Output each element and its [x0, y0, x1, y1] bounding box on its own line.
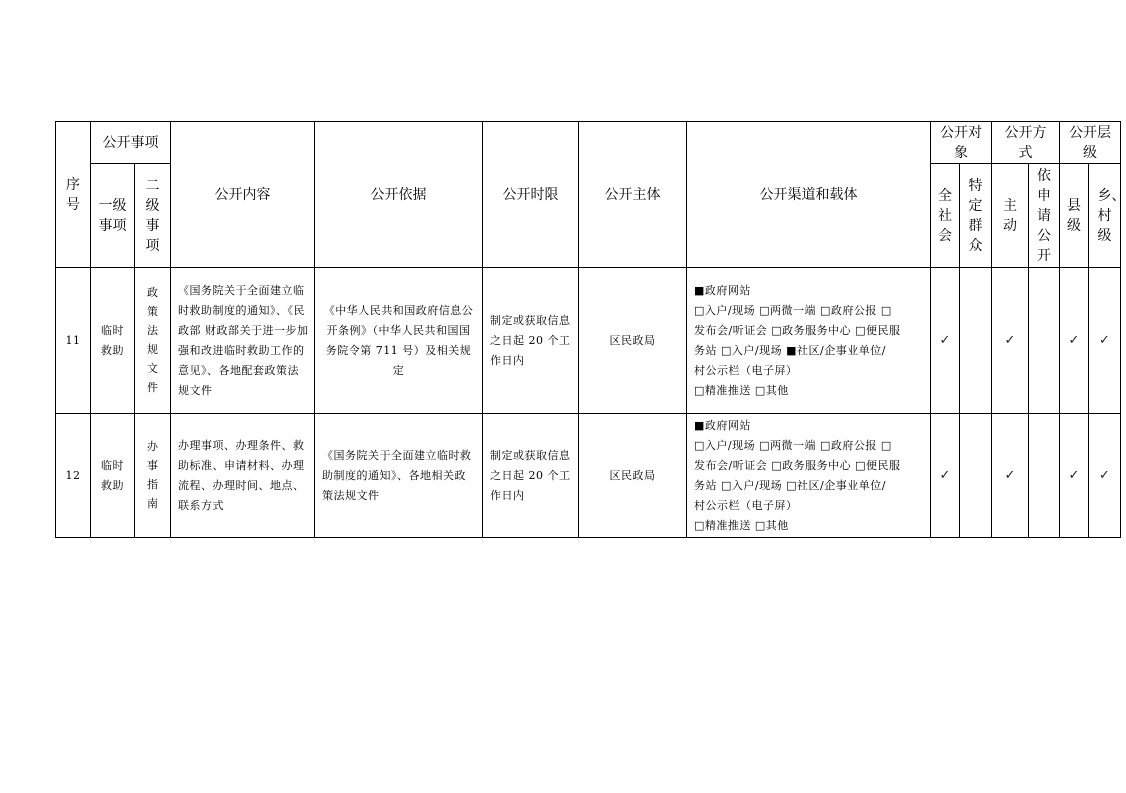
row-level2	[135, 414, 171, 538]
row-content: 办理事项、办理条件、救助标准、申请材料、办理流程、办理时间、地点、联系方式	[171, 414, 315, 538]
header-method-active	[992, 164, 1029, 268]
header-basis: 公开依据	[315, 122, 483, 268]
header-level-county	[1060, 164, 1089, 268]
table-row	[56, 268, 1121, 414]
channel-line: ■政府网站	[694, 418, 751, 432]
header-method-request	[1029, 164, 1060, 268]
channel-line: 务站 □入户/现场 □社区/企事业单位/	[694, 478, 886, 492]
row-channel	[687, 414, 931, 538]
row-content: 《国务院关于全面建立临时救助制度的通知》、《民政部 财政部关于进一步加强和改进临时救助工作的意见》、各地配套政策法规文件	[171, 268, 315, 414]
channel-line: □精准推送 □其他	[694, 383, 789, 397]
header-content: 公开内容	[171, 122, 315, 268]
row-level1-label: 临时救助	[101, 458, 124, 492]
channel-line: 务站 □入户/现场 ■社区/企事业单位/	[694, 343, 886, 357]
row-time-limit: 制定或获取信息之日起 20 个工作日内	[483, 414, 579, 538]
row-level1	[91, 414, 135, 538]
row-method-active-check: ✓	[992, 268, 1029, 414]
disclosure-table	[55, 121, 1126, 538]
row-subject: 区民政局	[579, 414, 687, 538]
header-level2	[135, 164, 171, 268]
channel-line: 村公示栏（电子屏）	[694, 498, 798, 512]
header-group-level	[1060, 122, 1121, 164]
row-level2-label: 政策法规文件	[147, 286, 159, 394]
row-level2	[135, 268, 171, 414]
row-channel	[687, 268, 931, 414]
channel-line: □入户/现场 □两微一端 □政府公报 □	[694, 303, 892, 317]
row-basis: 《国务院关于全面建立临时救助制度的通知》、各地相关政策法规文件	[315, 414, 483, 538]
header-group-method	[992, 122, 1060, 164]
row-level1-label: 临时救助	[101, 323, 124, 357]
header-group-object-label: 公开对象	[940, 124, 982, 161]
header-channel: 公开渠道和载体	[687, 122, 931, 268]
row-obj-all-check: ✓	[931, 414, 960, 538]
row-level-township-check: ✓	[1089, 414, 1121, 538]
row-level-township-check: ✓	[1089, 268, 1121, 414]
row-subject: 区民政局	[579, 268, 687, 414]
channel-line: ■政府网站	[694, 283, 751, 297]
row-method-active-check: ✓	[992, 414, 1029, 538]
header-level-county-label: 县级	[1067, 197, 1081, 234]
header-group-object	[931, 122, 992, 164]
header-subject: 公开主体	[579, 122, 687, 268]
row-obj-all-check: ✓	[931, 268, 960, 414]
header-level1-label: 一级事项	[98, 197, 127, 234]
header-level1	[91, 164, 135, 268]
header-seq	[56, 122, 91, 268]
row-seq: 11	[56, 268, 91, 414]
row-level-county-check: ✓	[1060, 268, 1089, 414]
header-level-township-label: 乡、村级	[1097, 187, 1126, 244]
row-obj-specific-check	[960, 268, 992, 414]
header-obj-specific	[960, 164, 992, 268]
channel-line: 发布会/听证会 □政务服务中心 □便民服	[694, 458, 901, 472]
row-method-request-check	[1029, 414, 1060, 538]
header-level-township	[1089, 164, 1126, 268]
row-time-limit: 制定或获取信息之日起 20 个工作日内	[483, 268, 579, 414]
header-obj-specific-label: 特定群众	[968, 177, 983, 254]
channel-line: □精准推送 □其他	[694, 518, 789, 532]
channel-line: 村公示栏（电子屏）	[694, 363, 798, 377]
row-obj-specific-check	[960, 414, 992, 538]
header-method-active-label: 主动	[1003, 197, 1017, 234]
header-group-item: 公开事项	[91, 122, 171, 164]
header-method-request-label: 依申请公开	[1037, 167, 1051, 264]
header-obj-all-label: 全社会	[938, 187, 952, 244]
channel-line: □入户/现场 □两微一端 □政府公报 □	[694, 438, 892, 452]
row-level-county-check: ✓	[1060, 414, 1089, 538]
channel-line: 发布会/听证会 □政务服务中心 □便民服	[694, 323, 901, 337]
row-basis: 《中华人民共和国政府信息公开条例》（中华人民共和国国务院令第 711 号）及相关规定	[315, 268, 483, 414]
row-seq: 12	[56, 414, 91, 538]
row-method-request-check	[1029, 268, 1060, 414]
header-group-level-label: 公开层级	[1069, 124, 1111, 161]
header-row-1	[56, 122, 1121, 164]
header-group-method-label: 公开方式	[1004, 124, 1047, 161]
header-level2-label: 二级事项	[145, 177, 160, 254]
row-level2-label: 办事指南	[147, 440, 159, 510]
table-row	[56, 414, 1121, 538]
header-obj-all	[931, 164, 960, 268]
header-seq-label: 序号	[66, 176, 80, 213]
row-level1	[91, 268, 135, 414]
header-time-limit: 公开时限	[483, 122, 579, 268]
